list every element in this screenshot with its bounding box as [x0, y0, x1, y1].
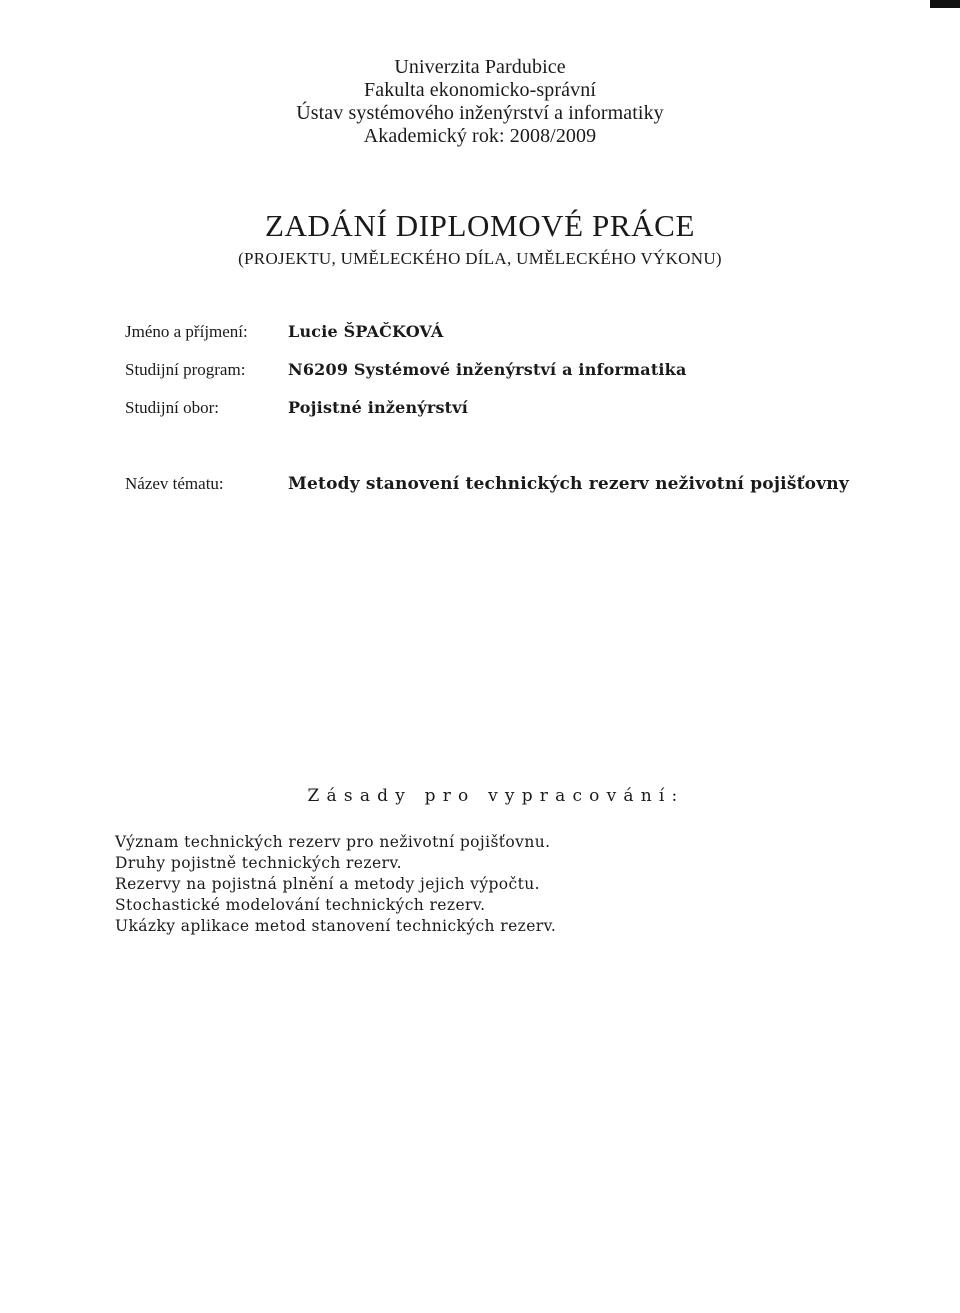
- title-block: [0, 208, 960, 270]
- document-header: [0, 56, 960, 148]
- study-field-label: Studijní obor:: [125, 398, 219, 417]
- faculty-name: Fakulta ekonomicko-správní: [364, 79, 596, 101]
- list-item: Význam technických rezerv pro neživotní pojišťovnu.: [115, 833, 551, 851]
- scan-corner-mark: [930, 0, 960, 8]
- list-item: Druhy pojistně technických rezerv.: [115, 854, 402, 872]
- institute-name: Ústav systémového inženýrství a informatiky: [296, 102, 664, 124]
- topic-row: [125, 474, 849, 494]
- page-title: ZADÁNÍ DIPLOMOVÉ PRÁCE: [265, 208, 695, 243]
- study-program-label: Studijní program:: [125, 360, 246, 379]
- list-item: Rezervy na pojistná plnění a metody jejich výpočtu.: [115, 875, 540, 893]
- list-item: Ukázky aplikace metod stanovení technických rezerv.: [115, 917, 557, 935]
- student-name-value: Lucie ŠPAČKOVÁ: [288, 322, 444, 341]
- page-subtitle: (PROJEKTU, UMĚLECKÉHO DÍLA, UMĚLECKÉHO VÝKONU): [238, 249, 722, 268]
- university-name: Univerzita Pardubice: [394, 56, 566, 78]
- principles-list: [115, 832, 556, 937]
- academic-year: Akademický rok: 2008/2009: [363, 125, 597, 147]
- student-name-row: [125, 322, 845, 360]
- student-name-label: Jméno a příjmení:: [125, 322, 248, 341]
- student-info: [125, 322, 845, 436]
- topic-value: Metody stanovení technických rezerv neživotní pojišťovny: [288, 474, 849, 494]
- principles-heading: Zásady pro vypracování:: [307, 786, 685, 806]
- study-program-value: N6209 Systémové inženýrství a informatika: [288, 360, 687, 379]
- study-program-row: [125, 360, 845, 398]
- study-field-value: Pojistné inženýrství: [288, 398, 469, 417]
- topic-label: Název tématu:: [125, 474, 224, 493]
- study-field-row: [125, 398, 845, 436]
- list-item: Stochastické modelování technických rezerv.: [115, 896, 486, 914]
